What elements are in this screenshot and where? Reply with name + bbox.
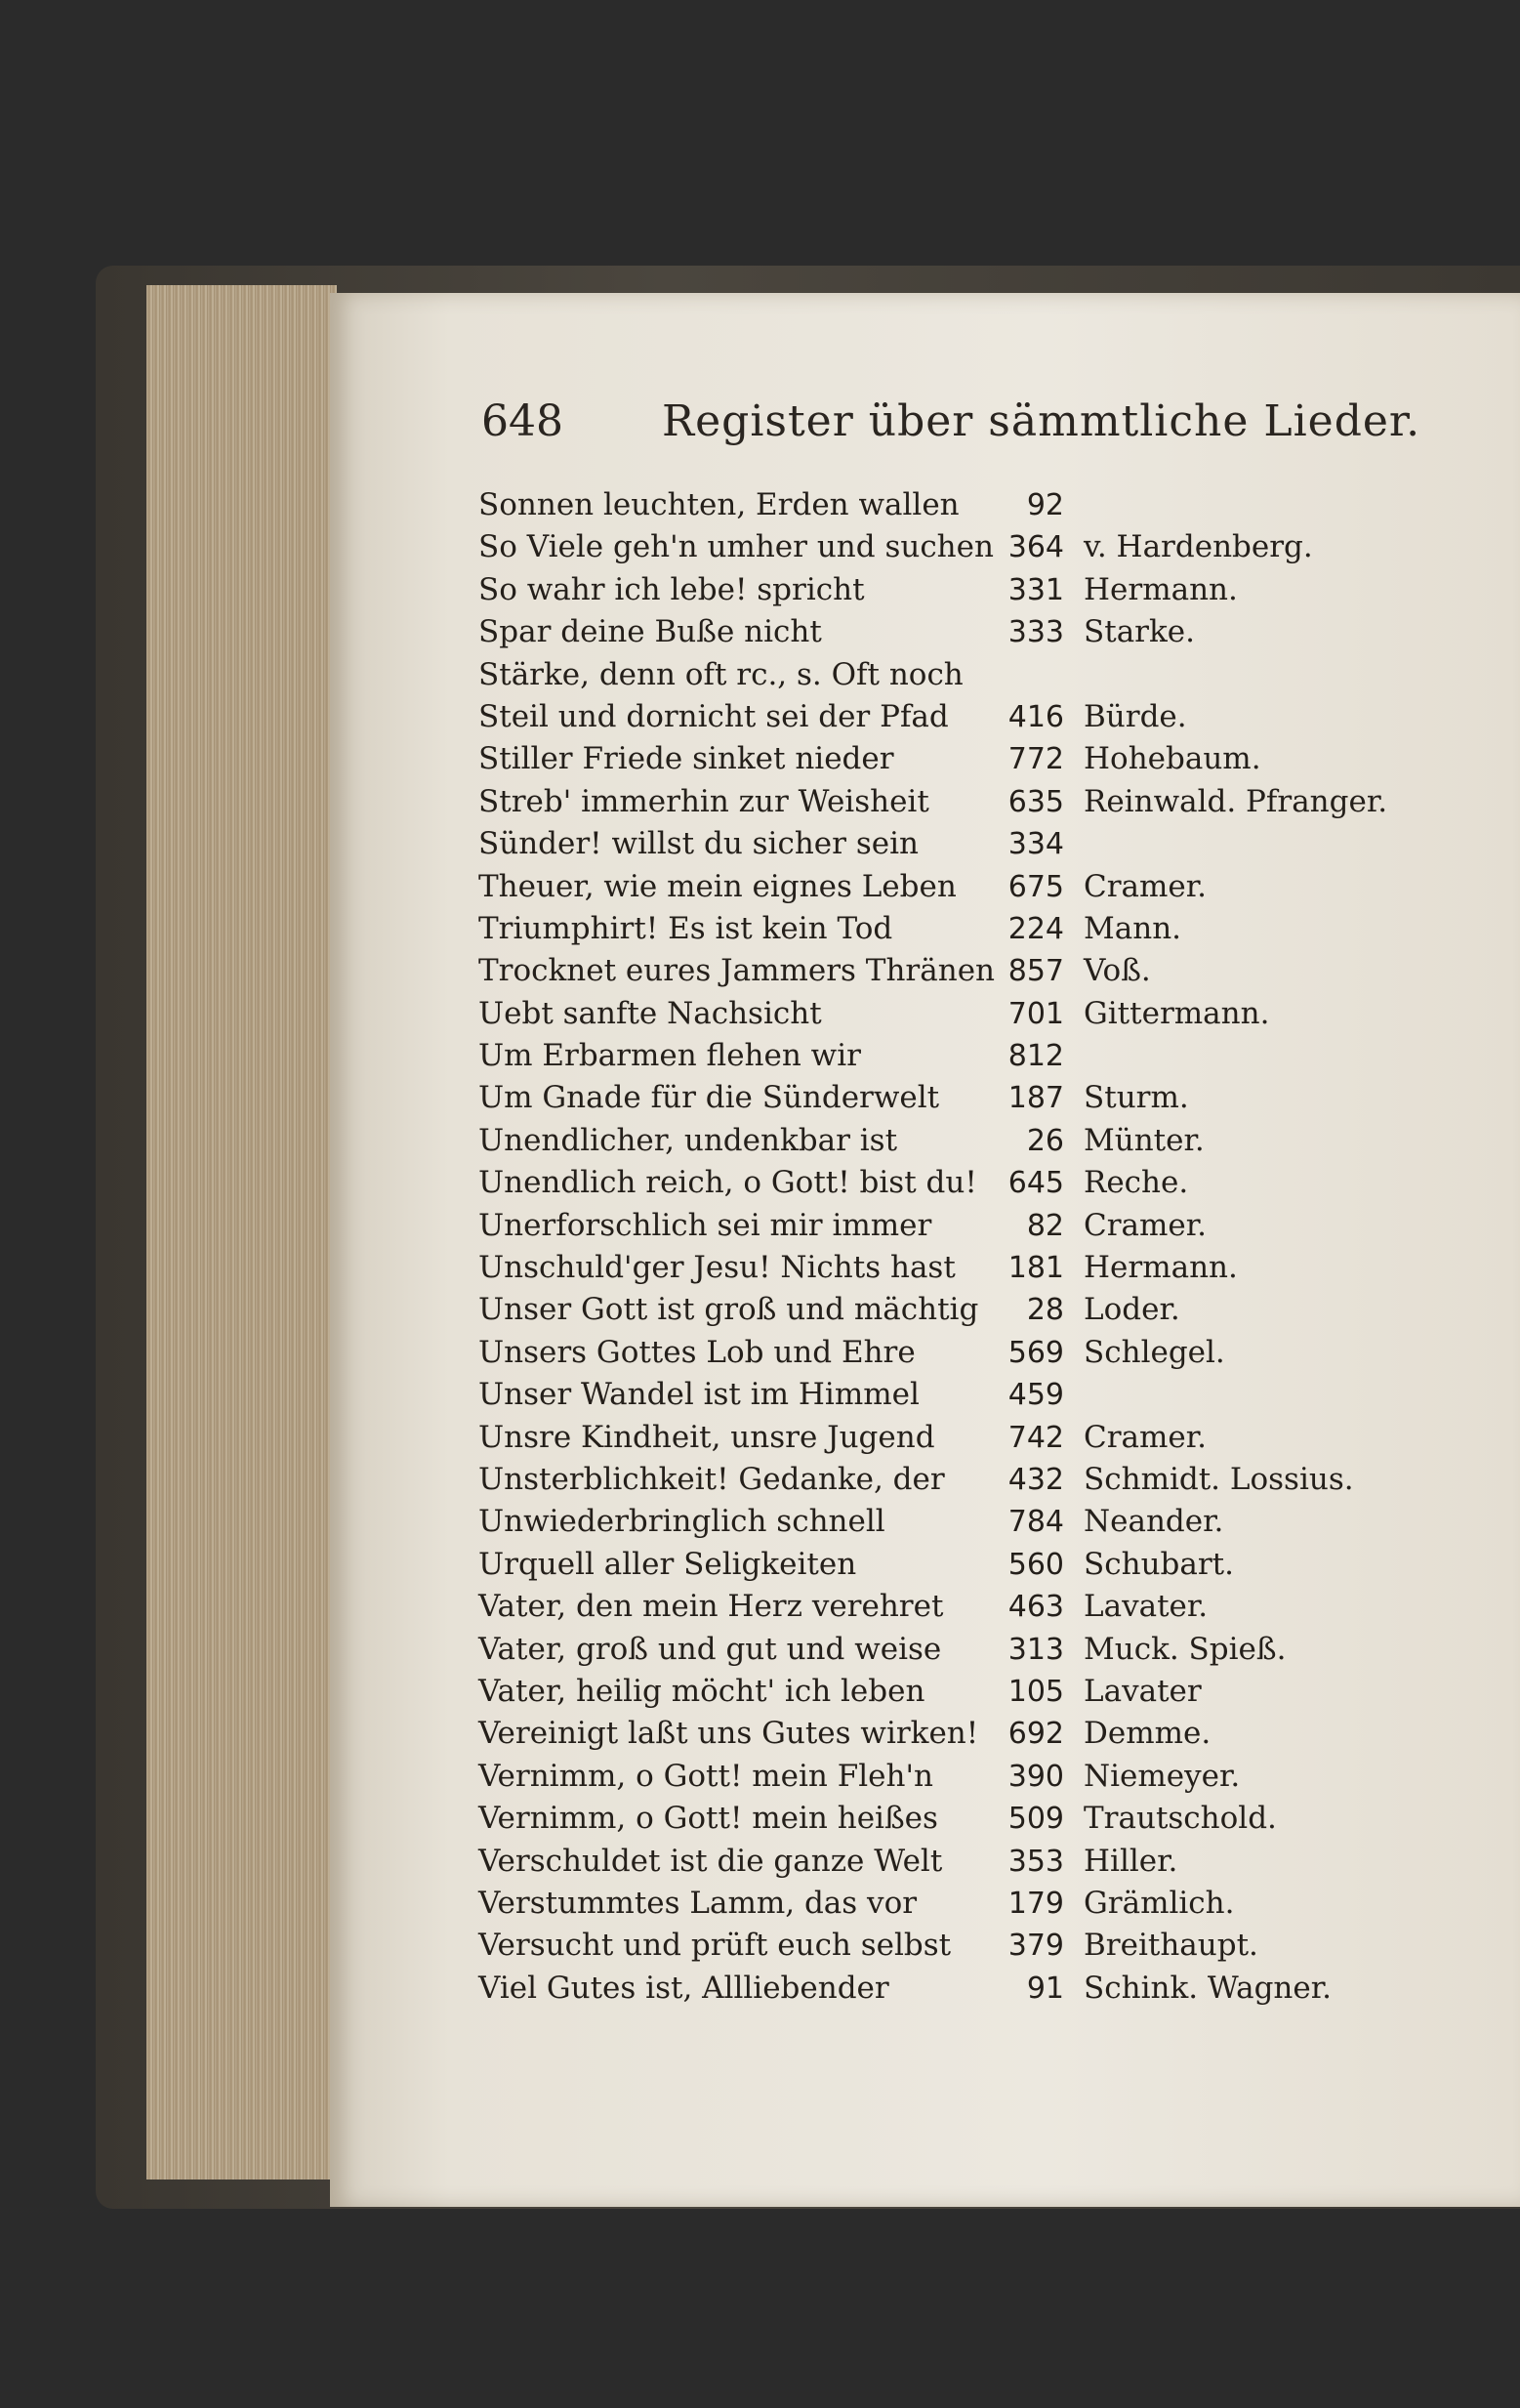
- register-entry: [330, 1205, 1520, 1247]
- hymn-author: Lavater: [1084, 1673, 1202, 1709]
- hymn-number: 772: [1007, 742, 1064, 777]
- hymn-first-line: Unendlicher, undenkbar ist: [478, 1122, 898, 1158]
- register-entry: [330, 993, 1520, 1035]
- hymn-number: 784: [1007, 1505, 1064, 1540]
- register-entry: [330, 1544, 1520, 1586]
- hymn-number: 179: [1007, 1886, 1064, 1921]
- hymn-number: 28: [1026, 1293, 1064, 1328]
- hymn-number: 701: [1007, 996, 1064, 1031]
- hymn-first-line: Verschuldet ist die ganze Welt: [478, 1843, 943, 1879]
- hymn-number: 333: [1007, 615, 1064, 650]
- register-entry: [330, 1374, 1520, 1416]
- hymn-number: 181: [1007, 1251, 1064, 1286]
- register-entry: [330, 484, 1520, 526]
- hymn-author: Schlegel.: [1084, 1334, 1225, 1370]
- hymn-first-line: Unsers Gottes Lob und Ehre: [478, 1334, 916, 1370]
- hymn-author: Gittermann.: [1084, 995, 1270, 1031]
- register-entry: [330, 950, 1520, 992]
- hymn-author: Grämlich.: [1084, 1885, 1235, 1921]
- register-entry: [330, 1332, 1520, 1374]
- register-entry: [330, 1713, 1520, 1755]
- hymn-number: 645: [1007, 1166, 1064, 1201]
- hymn-number: 105: [1007, 1674, 1064, 1709]
- register-entry: [330, 781, 1520, 823]
- hymn-author: Lavater.: [1084, 1589, 1209, 1625]
- hymn-first-line: Vater, groß und gut und weise: [478, 1631, 942, 1667]
- hymn-number: 675: [1007, 869, 1064, 904]
- hymn-number: 416: [1007, 699, 1064, 734]
- register-entry: [330, 738, 1520, 780]
- hymn-first-line: So Viele geh'n umher und suchen: [478, 529, 994, 565]
- register-entry: [330, 1417, 1520, 1459]
- hymn-first-line: Unser Gott ist groß und mächtig: [478, 1292, 979, 1328]
- register-entry: [330, 1925, 1520, 1967]
- hymn-first-line: Trocknet eures Jammers Thränen: [478, 953, 996, 989]
- register-entry: [330, 526, 1520, 568]
- hymn-first-line: Stiller Friede sinket nieder: [478, 741, 894, 777]
- page-edges: [146, 285, 337, 2180]
- hymn-number: 635: [1007, 784, 1064, 819]
- register-entry: [330, 1077, 1520, 1119]
- register-entry: [330, 823, 1520, 865]
- hymn-first-line: Verstummtes Lamm, das vor: [478, 1885, 918, 1921]
- hymn-author: Reinwald. Pfranger.: [1084, 783, 1388, 819]
- hymn-author: Schmidt. Lossius.: [1084, 1461, 1354, 1497]
- register-entry: [330, 1629, 1520, 1671]
- hymn-author: Starke.: [1084, 614, 1195, 650]
- register-entry: [330, 569, 1520, 611]
- hymn-number: 390: [1007, 1759, 1064, 1794]
- hymn-register-list: [330, 484, 1520, 2010]
- register-entry: [330, 1162, 1520, 1204]
- hymn-author: Loder.: [1084, 1292, 1180, 1328]
- hymn-author: Demme.: [1084, 1716, 1212, 1752]
- hymn-number: 569: [1007, 1335, 1064, 1370]
- hymn-number: 364: [1007, 530, 1064, 565]
- hymn-first-line: Unwiederbringlich schnell: [478, 1504, 885, 1540]
- hymn-author: Reche.: [1084, 1165, 1189, 1201]
- hymn-first-line: Vater, heilig möcht' ich leben: [478, 1673, 925, 1709]
- hymn-author: Cramer.: [1084, 1207, 1208, 1243]
- hymn-first-line: Unsre Kindheit, unsre Jugend: [478, 1419, 935, 1455]
- hymn-author: Trautschold.: [1084, 1801, 1277, 1837]
- hymn-number: 459: [1007, 1378, 1064, 1413]
- hymn-number: 463: [1007, 1590, 1064, 1625]
- register-entry: [330, 1841, 1520, 1883]
- register-entry: [330, 1883, 1520, 1925]
- hymn-number: 353: [1007, 1844, 1064, 1879]
- hymn-number: 331: [1007, 572, 1064, 607]
- hymn-author: Cramer.: [1084, 1419, 1208, 1455]
- hymn-author: Neander.: [1084, 1504, 1224, 1540]
- hymn-number: 379: [1007, 1929, 1064, 1964]
- hymn-first-line: Streb' immerhin zur Weisheit: [478, 783, 929, 819]
- hymn-author: Bürde.: [1084, 698, 1187, 734]
- hymn-first-line: Vernimm, o Gott! mein Fleh'n: [478, 1758, 933, 1794]
- hymn-number: 857: [1007, 954, 1064, 989]
- hymn-first-line: Sonnen leuchten, Erden wallen: [478, 487, 960, 522]
- hymn-number: 91: [1026, 1971, 1064, 2006]
- hymn-author: Muck. Spieß.: [1084, 1631, 1287, 1667]
- page-number: 648: [481, 396, 563, 446]
- register-entry: [330, 1289, 1520, 1331]
- hymn-first-line: Spar deine Buße nicht: [478, 614, 822, 650]
- hymn-first-line: Um Erbarmen flehen wir: [478, 1038, 861, 1074]
- register-entry: [330, 611, 1520, 653]
- hymn-first-line: Uebt sanfte Nachsicht: [478, 995, 822, 1031]
- hymn-first-line: Sünder! willst du sicher sein: [478, 826, 919, 862]
- hymn-number: 187: [1007, 1081, 1064, 1116]
- register-entry: [330, 866, 1520, 908]
- hymn-number: 742: [1007, 1420, 1064, 1455]
- book-page: [330, 293, 1520, 2207]
- register-entry: [330, 908, 1520, 950]
- hymn-author: Hiller.: [1084, 1843, 1178, 1879]
- hymn-author: Hermann.: [1084, 1250, 1238, 1286]
- hymn-first-line: Stärke, denn oft rc., s. Oft noch: [478, 656, 964, 692]
- hymn-first-line: Vernimm, o Gott! mein heißes: [478, 1801, 938, 1837]
- hymn-number: 92: [1026, 488, 1064, 522]
- hymn-author: Schink. Wagner.: [1084, 1970, 1333, 2006]
- hymn-author: Sturm.: [1084, 1080, 1189, 1116]
- hymn-first-line: Viel Gutes ist, Allliebender: [478, 1970, 889, 2006]
- register-entry: [330, 1756, 1520, 1798]
- register-entry: [330, 1798, 1520, 1840]
- hymn-first-line: Unschuld'ger Jesu! Nichts hast: [478, 1250, 956, 1286]
- hymn-first-line: So wahr ich lebe! spricht: [478, 571, 865, 607]
- register-entry: [330, 1247, 1520, 1289]
- register-entry: [330, 696, 1520, 738]
- hymn-author: Schubart.: [1084, 1546, 1234, 1582]
- hymn-number: 812: [1007, 1039, 1064, 1074]
- register-entry: [330, 1120, 1520, 1162]
- hymn-author: Niemeyer.: [1084, 1758, 1241, 1794]
- hymn-number: 224: [1007, 911, 1064, 946]
- hymn-first-line: Unerforschlich sei mir immer: [478, 1207, 932, 1243]
- hymn-author: Voß.: [1084, 953, 1151, 989]
- hymn-first-line: Steil und dornicht sei der Pfad: [478, 698, 949, 734]
- register-entry: [330, 654, 1520, 696]
- hymn-author: Breithaupt.: [1084, 1928, 1258, 1964]
- hymn-first-line: Vereinigt laßt uns Gutes wirken!: [478, 1716, 979, 1752]
- hymn-number: 432: [1007, 1462, 1064, 1497]
- page-header: [330, 396, 1520, 455]
- hymn-first-line: Vater, den mein Herz verehret: [478, 1589, 944, 1625]
- register-entry: [330, 1968, 1520, 2010]
- hymn-author: Cramer.: [1084, 868, 1208, 904]
- hymn-number: 26: [1026, 1123, 1064, 1158]
- register-entry: [330, 1035, 1520, 1077]
- hymn-author: Mann.: [1084, 910, 1182, 946]
- hymn-first-line: Theuer, wie mein eignes Leben: [478, 868, 957, 904]
- hymn-number: 560: [1007, 1547, 1064, 1582]
- hymn-first-line: Unser Wandel ist im Himmel: [478, 1377, 920, 1413]
- hymn-first-line: Unendlich reich, o Gott! bist du!: [478, 1165, 977, 1201]
- hymn-author: Münter.: [1084, 1122, 1205, 1158]
- register-entry: [330, 1586, 1520, 1628]
- hymn-author: v. Hardenberg.: [1084, 529, 1313, 565]
- hymn-number: 82: [1026, 1208, 1064, 1243]
- hymn-first-line: Um Gnade für die Sünderwelt: [478, 1080, 940, 1116]
- hymn-number: 692: [1007, 1717, 1064, 1752]
- register-entry: [330, 1459, 1520, 1501]
- page-title: Register über sämmtliche Lieder.: [662, 396, 1421, 446]
- hymn-author: Hohebaum.: [1084, 741, 1261, 777]
- hymn-first-line: Unsterblichkeit! Gedanke, der: [478, 1461, 945, 1497]
- hymn-first-line: Versucht und prüft euch selbst: [478, 1928, 952, 1964]
- hymn-first-line: Urquell aller Seligkeiten: [478, 1546, 857, 1582]
- hymn-author: Hermann.: [1084, 571, 1238, 607]
- register-entry: [330, 1671, 1520, 1713]
- hymn-first-line: Triumphirt! Es ist kein Tod: [478, 910, 893, 946]
- hymn-number: 509: [1007, 1802, 1064, 1837]
- hymn-number: 334: [1007, 827, 1064, 862]
- hymn-number: 313: [1007, 1632, 1064, 1667]
- register-entry: [330, 1501, 1520, 1543]
